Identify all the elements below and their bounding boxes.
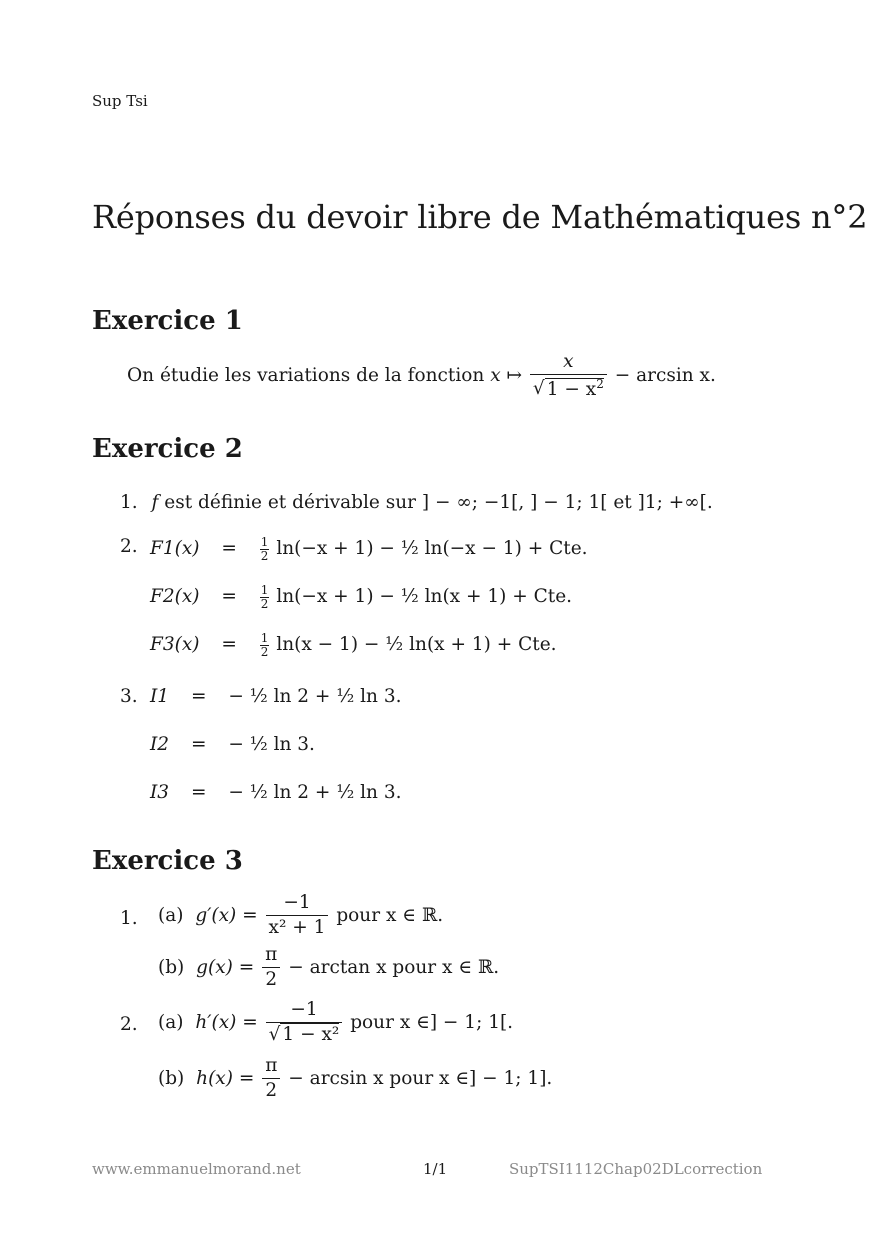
sub-tag: (b) — [158, 956, 185, 978]
statement-map: x ↦ — [490, 364, 523, 386]
primitive-row: F2(x) = $\frac{1}{2}$ ln(−x + 1) − ½ ln(x + 1) + Cte. — [150, 583, 573, 611]
function-row — [158, 945, 499, 991]
sub-tail: − arctan x pour x ∈ ℝ. — [288, 956, 500, 978]
sub-num: π — [262, 945, 280, 968]
fraction-denominator: 1 − x — [546, 378, 597, 400]
sub-den: 2 — [265, 969, 278, 991]
sub-num: π — [262, 1056, 280, 1079]
exercise-2-item-1 — [120, 492, 713, 513]
page-title: Réponses du devoir libre de Mathématiques n°2 — [92, 198, 868, 236]
fraction-numerator: x — [563, 351, 574, 372]
exercise-1-statement — [127, 352, 716, 400]
statement-fraction: $\frac{x}{√ 1 - x^2}$ — [530, 352, 607, 400]
row-rhs: ln(−x + 1) − ½ ln(x + 1) + Cte. — [276, 586, 573, 608]
sub-lhs: h′(x) = — [195, 1011, 258, 1033]
sub-tail: pour x ∈] − 1; 1[. — [350, 1011, 514, 1033]
integral-row: I3 = − ½ ln 2 + ½ ln 3. — [150, 782, 402, 803]
sub-den: 1 − x² — [282, 1024, 340, 1046]
sub-tail: pour x ∈ ℝ. — [336, 904, 444, 926]
exercise-3-heading: Exercice 3 — [92, 846, 243, 876]
derivative-row — [158, 893, 443, 939]
integral-row: I2 = − ½ ln 3. — [150, 734, 315, 755]
sub-lhs: g′(x) = — [195, 904, 258, 926]
footer-document-name: SupTSI1112Chap02DLcorrection — [509, 1160, 763, 1178]
exercise-2-item-3-label: 3. — [120, 686, 138, 707]
row-lhs: F2(x) — [150, 586, 200, 608]
row-lhs: I2 — [150, 734, 170, 755]
footer-website: www.emmanuelmorand.net — [92, 1160, 301, 1178]
sub-num: −1 — [266, 893, 329, 916]
item-text: est définie et dérivable sur ] − ∞; −1[, ] − 1; 1[ et ]1; +∞[. — [164, 492, 713, 513]
exercise-3-item-2-label: 2. — [120, 1014, 138, 1035]
exercise-1-heading: Exercice 1 — [92, 306, 243, 336]
derivative-row: (a) h′(x) = $\frac{-1}{\text{√ 1 − x²}}$ pour x ∈] − 1; 1[. — [158, 999, 514, 1046]
row-rhs: − ½ ln 3. — [228, 734, 315, 755]
exercise-3-item-1-label: 1. — [120, 908, 138, 929]
sub-den: x² + 1 — [268, 917, 326, 939]
statement-intro: On étudie les variations de la fonction — [127, 364, 485, 386]
integral-row: I1 = − ½ ln 2 + ½ ln 3. — [150, 686, 402, 707]
sub-tag: (a) — [158, 904, 184, 926]
row-rhs: ln(−x + 1) − ½ ln(−x − 1) + Cte. — [276, 538, 588, 560]
row-rhs: ln(x − 1) − ½ ln(x + 1) + Cte. — [276, 634, 557, 656]
exercise-2-item-2-label: 2. — [120, 536, 138, 557]
header-course: Sup Tsi — [92, 92, 148, 110]
sub-num: −1 — [266, 1000, 343, 1023]
sub-lhs: h(x) = — [196, 1067, 255, 1089]
row-rhs: − ½ ln 2 + ½ ln 3. — [228, 782, 402, 803]
row-lhs: F3(x) — [150, 634, 200, 656]
exercise-2-heading: Exercice 2 — [92, 434, 243, 464]
primitive-row: F3(x) = $\frac{1}{2}$ ln(x − 1) − ½ ln(x + 1) + Cte. — [150, 631, 557, 659]
footer-page-number: 1/1 — [423, 1160, 448, 1178]
sub-den: 2 — [265, 1080, 278, 1102]
sub-tag: (a) — [158, 1011, 184, 1033]
row-lhs: F1(x) — [150, 538, 200, 560]
statement-tail: − arcsin x. — [614, 364, 716, 386]
item-label: 1. — [120, 492, 138, 513]
function-row — [158, 1056, 552, 1102]
primitive-row: F1(x) = $\frac{1}{2}$ ln(−x + 1) − ½ ln(−x − 1) + Cte. — [150, 535, 588, 563]
row-lhs: I3 — [150, 782, 170, 803]
row-lhs: I1 — [150, 686, 170, 707]
function-name: f — [151, 492, 159, 513]
sub-tag: (b) — [158, 1067, 185, 1089]
sub-lhs: g(x) = — [196, 956, 255, 978]
row-rhs: − ½ ln 2 + ½ ln 3. — [228, 686, 402, 707]
sub-tail: − arcsin x pour x ∈] − 1; 1]. — [288, 1067, 553, 1089]
